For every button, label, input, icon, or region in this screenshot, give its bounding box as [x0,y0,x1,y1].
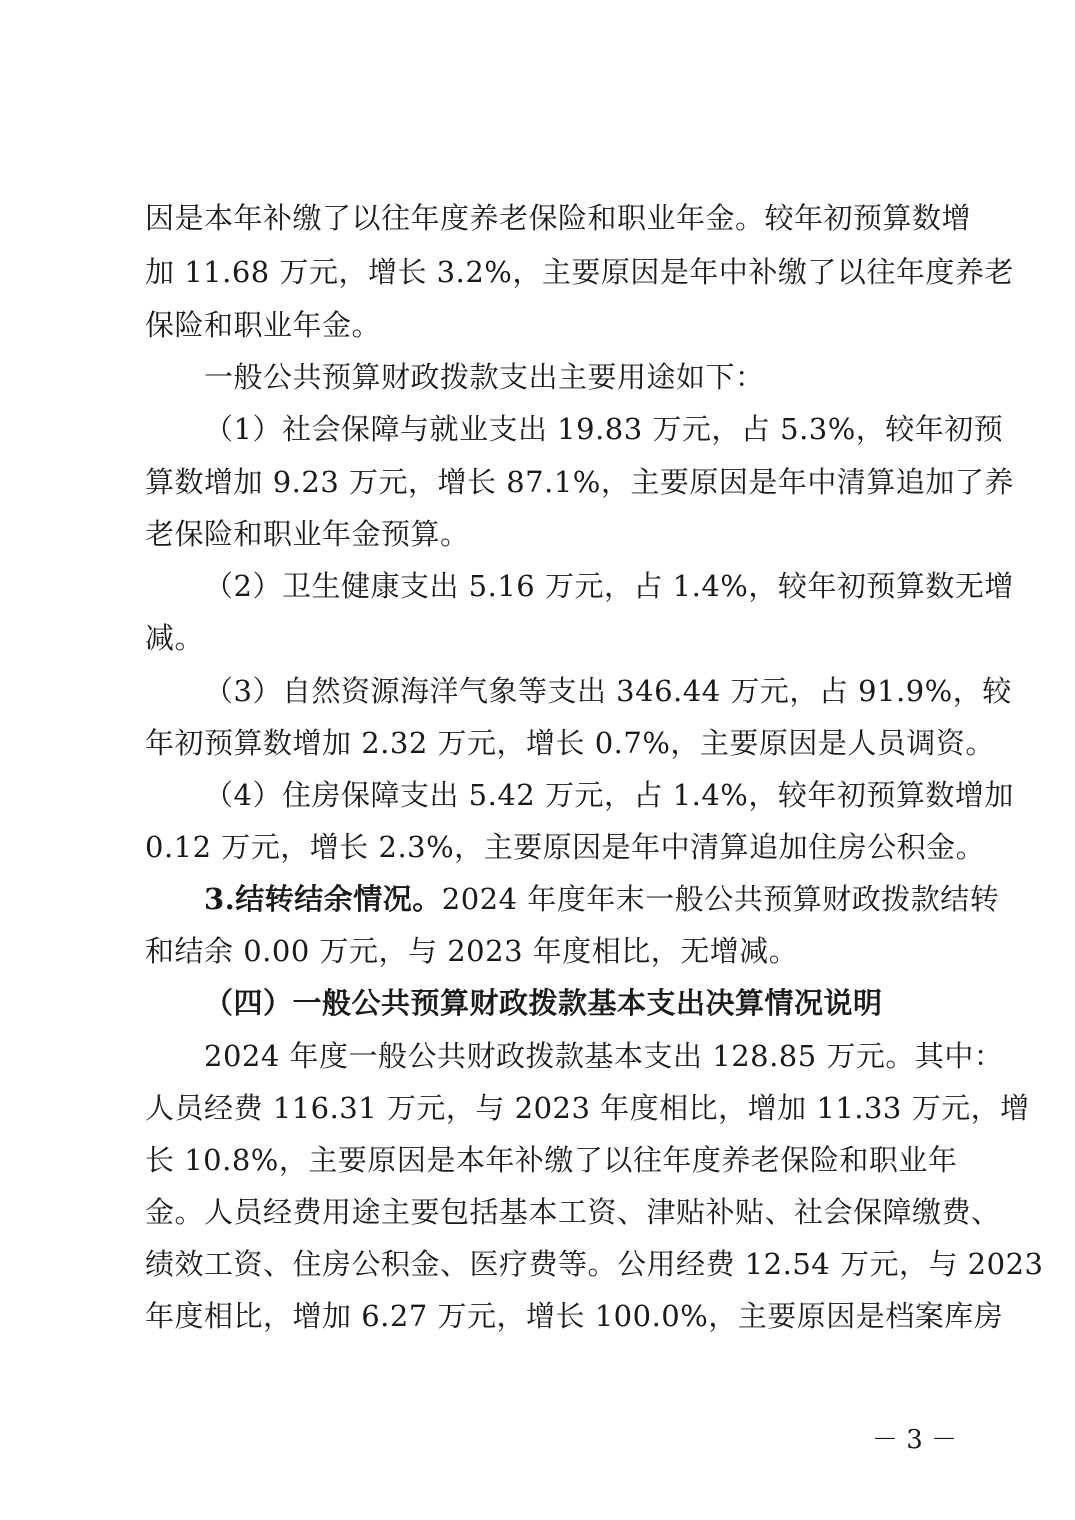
paragraph-line: 和结余 0.00 万元，与 2023 年度相比，无增减。 [145,934,799,968]
paragraph-line: 因是本年补缴了以往年度养老保险和职业年金。较年初预算数增 [145,201,972,235]
paragraph-line: （1）社会保障与就业支出 19.83 万元，占 5.3%，较年初预 [204,412,1004,446]
paragraph-line: 年初预算数增加 2.32 万元，增长 0.7%，主要原因是人员调资。 [145,726,995,760]
paragraph-line: （2）卫生健康支出 5.16 万元，占 1.4%，较年初预算数无增 [204,569,1014,603]
section-heading: （四）一般公共预算财政拨款基本支出决算情况说明 [204,986,883,1020]
paragraph-line: （3）自然资源海洋气象等支出 346.44 万元，占 91.9%，较 [204,674,1012,708]
paragraph-line: （4）住房保障支出 5.42 万元，占 1.4%，较年初预算数增加 [204,778,1014,812]
paragraph-line: 绩效工资、住房公积金、医疗费等。公用经费 12.54 万元，与 2023 [145,1247,1044,1281]
section-text: 2024 年度年末一般公共预算财政拨款结转 [441,882,1000,916]
paragraph-line: 0.12 万元，增长 2.3%，主要原因是年中清算追加住房公积金。 [145,830,986,864]
paragraph-line: 保险和职业年金。 [145,308,382,342]
paragraph-line: 2024 年度一般公共财政拨款基本支出 128.85 万元。其中： [204,1039,1004,1073]
paragraph-line: 年度相比，增加 6.27 万元，增长 100.0%，主要原因是档案库房 [145,1299,1004,1333]
paragraph-line: 人员经费 116.31 万元，与 2023 年度相比，增加 11.33 万元，增 [145,1091,1030,1125]
paragraph-line: 金。人员经费用途主要包括基本工资、津贴补贴、社会保障缴费、 [145,1195,1001,1229]
section-title: 3.结转结余情况。 [204,882,442,916]
paragraph-line: 老保险和职业年金预算。 [145,517,470,551]
paragraph-line: 算数增加 9.23 万元，增长 87.1%，主要原因是年中清算追加了养 [145,465,1014,499]
paragraph-line: 加 11.68 万元，增长 3.2%，主要原因是年中补缴了以往年度养老 [145,255,1014,289]
paragraph-line: 一般公共预算财政拨款支出主要用途如下： [204,360,765,394]
paragraph-line: 减。 [145,621,205,655]
page-number: － 3 － [872,1425,958,1455]
paragraph-line [204,879,1000,919]
paragraph-line: 长 10.8%，主要原因是本年补缴了以往年度养老保险和职业年 [145,1143,958,1177]
